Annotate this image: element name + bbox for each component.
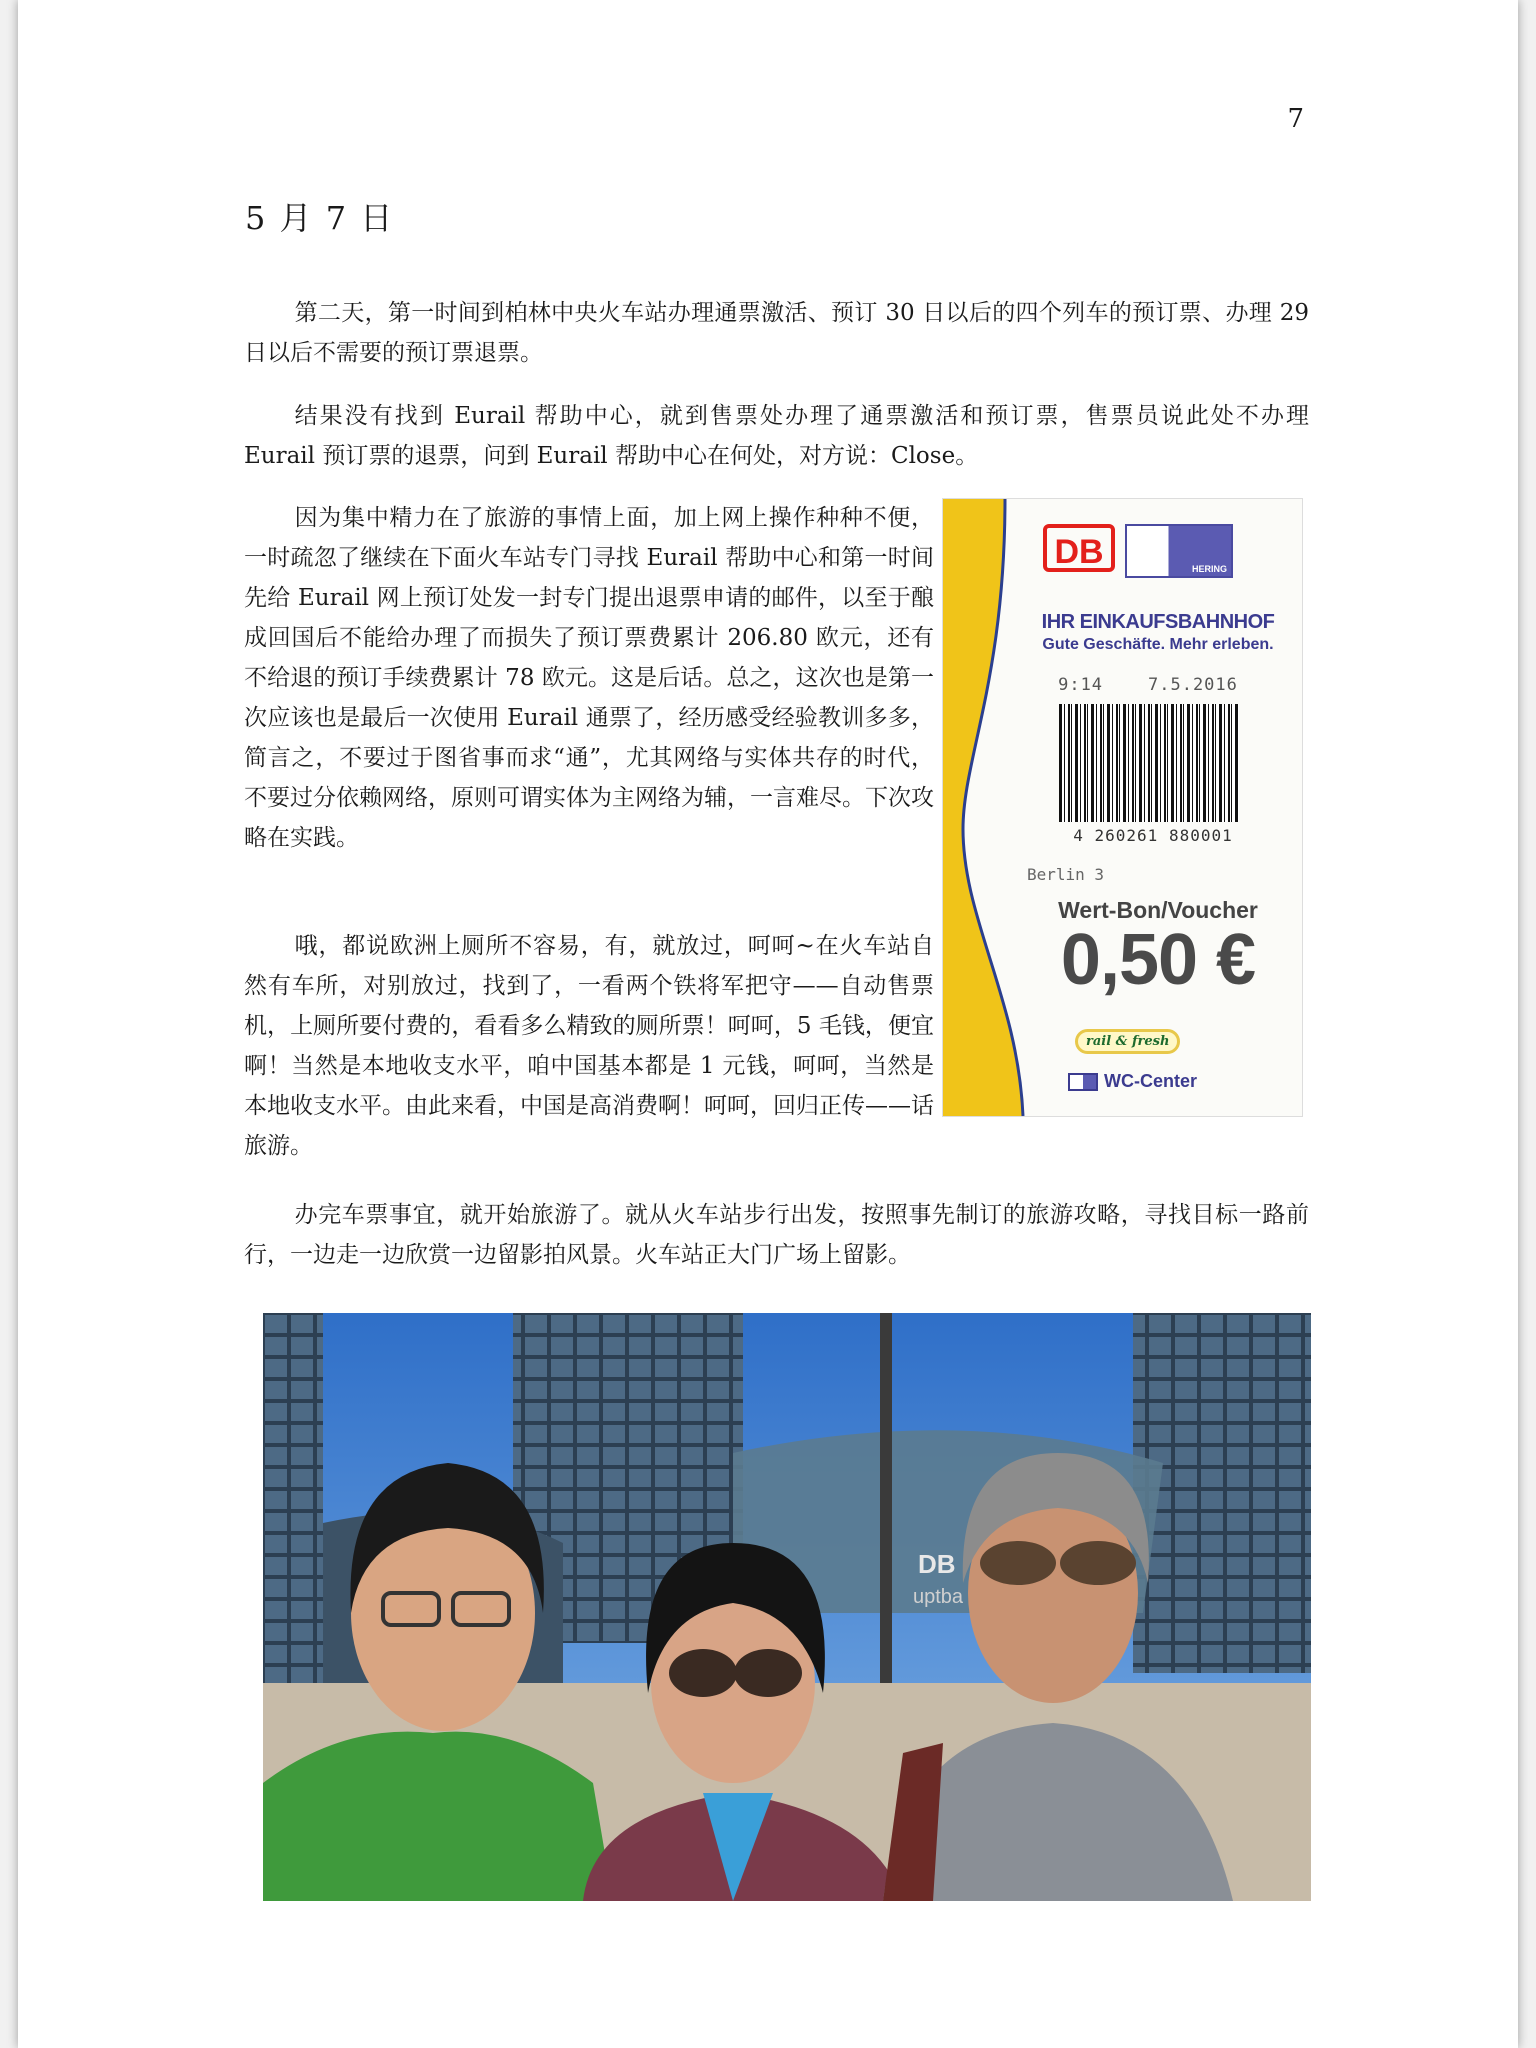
voucher-amount: 0,50 € (1060, 920, 1256, 1000)
station-group-photo (263, 1313, 1311, 1901)
voucher-time: 9:14 (1058, 675, 1104, 695)
voucher-datetime (1018, 675, 1278, 695)
paragraph-ticket-activation: 第二天，第一时间到柏林中央火车站办理通票激活、预订 30 日以后的四个列车的预订票、办理 29 日以后不需要的预订票退票。 (244, 300, 1309, 366)
voucher-yellow-stripe (943, 499, 1033, 1116)
barcode-number: 4 260261 880001 (1073, 826, 1233, 845)
date-heading: 5 月 7 日 (245, 199, 395, 237)
db-logo: DB (1043, 524, 1115, 572)
light-pole (880, 1313, 892, 1693)
paragraph-start-tour: 办完车票事宜，就开始旅游了。就从火车站步行出发，按照事先制订的旅游攻略，寻找目标一路前行，一边走一边欣赏一边留影拍风景。火车站正大门广场上留影。 (244, 1202, 1309, 1268)
paragraph-refund-lesson: 因为集中精力在了旅游的事情上面，加上网上操作种种不便，一时疏忽了继续在下面火车站专门寻找 Eurail 帮助中心和第一时间先给 Eurail 网上预订处发一封专门提出退票申请的邮件，以至于酿成回国后不能给办理了而损失了预订票费累计 206.80 欧元，还有不给退的预订手续费累计 78 欧元。这是后话。总之，这次也是第一次应该也是最后一次使用 Eurail 通票了，经历感受经验教训多多，简言之，不要过于图省事而求“通”，尤其网络与实体共存的时代，不要过分依赖网络，原则可谓实体为主网络为辅，一言难尽。下次攻略在实践。 (244, 505, 934, 851)
wc-center-text: WC-Center (1104, 1071, 1197, 1091)
voucher-subtitle: Gute Geschäfte. Mehr erleben. (1042, 636, 1274, 653)
voucher-label: Wert-Bon/Voucher (1058, 897, 1258, 923)
document-page (18, 0, 1518, 2048)
rail-fresh-logo: rail & fresh (1075, 1029, 1180, 1054)
voucher-location: Berlin 3 (1027, 865, 1105, 884)
paragraph-toilet-ticket: 哦，都说欧洲上厕所不容易，有，就放过，呵呵~在火车站自然有车所，对别放过，找到了，一看两个铁将军把守——自动售票机，上厕所要付费的，看看多么精致的厕所票！呵呵，5 毛钱，便宜啊！当然是本地收支水平，咱中国基本都是 1 元钱，呵呵，当然是本地收支水平。由此来看，中国是高消费啊！呵呵，回归正传——话旅游。 (244, 933, 934, 1159)
voucher-title: IHR EINKAUFSBAHNHOF (1041, 611, 1275, 633)
barcode-icon (1059, 704, 1239, 822)
hering-logo-text: HERING (1191, 564, 1227, 574)
hering-logo (1125, 524, 1233, 578)
person-middle-sunglasses-icon (669, 1649, 737, 1697)
wc-center-icon (1068, 1073, 1098, 1091)
paragraph-eurail-help: 结果没有找到 Eurail 帮助中心，就到售票处办理了通票激活和预订票，售票员说此处不办理 Eurail 预订票的退票，问到 Eurail 帮助中心在何处，对方说：Close。 (244, 403, 1309, 469)
right-tower (1133, 1313, 1311, 1673)
station-sign: DB (918, 1549, 956, 1579)
voucher-date: 7.5.2016 (1148, 675, 1238, 695)
toilet-voucher-image (942, 498, 1303, 1117)
page-number: 7 (1287, 104, 1304, 134)
wc-center-logo (1068, 1071, 1197, 1092)
left-tower (263, 1313, 323, 1693)
station-sign-2: uptba (913, 1586, 964, 1608)
person-right-sunglasses-icon (980, 1541, 1056, 1585)
